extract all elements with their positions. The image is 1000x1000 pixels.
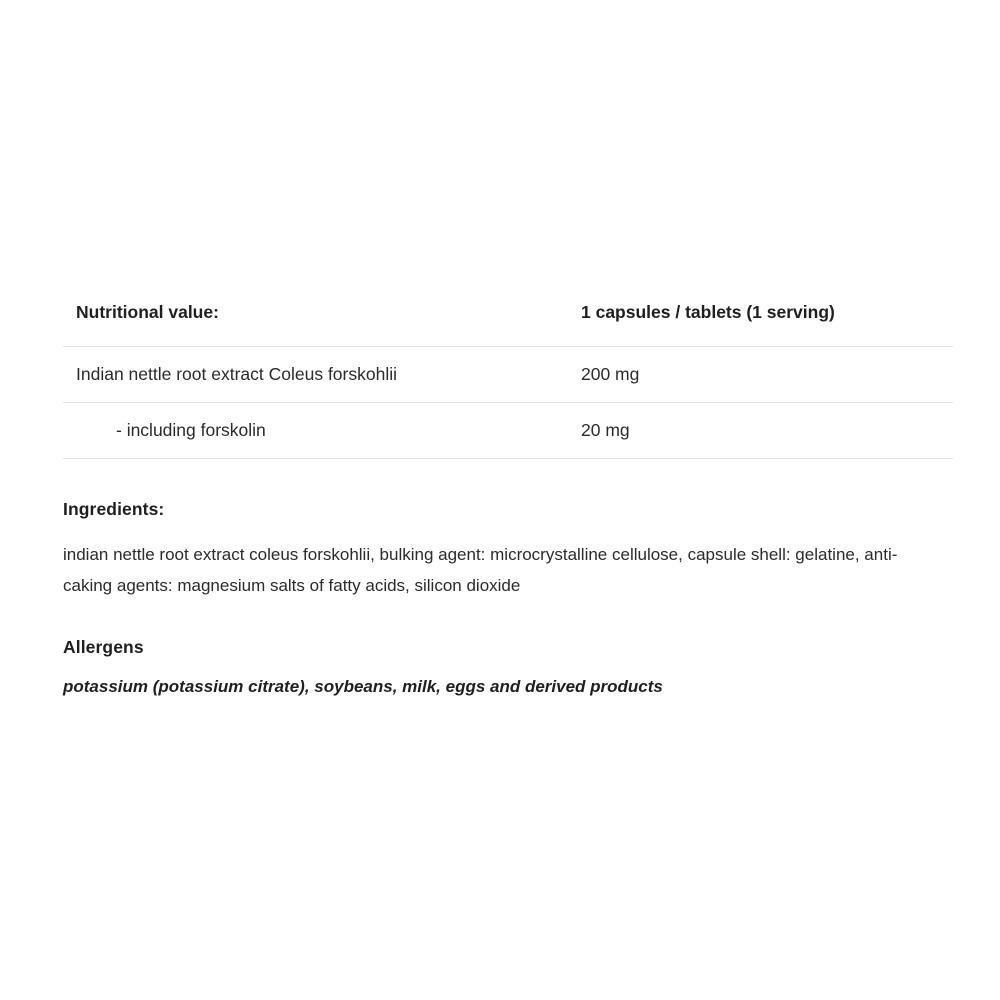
table-header-serving: 1 capsules / tablets (1 serving) xyxy=(566,286,953,347)
ingredients-title: Ingredients: xyxy=(63,499,165,519)
table-body xyxy=(63,347,953,459)
content-container xyxy=(63,286,953,701)
ingredients-text: indian nettle root extract coleus forskohlii, bulking agent: microcrystalline cellulose, capsule shell: gelatine, anti-caking agents: magnesium salts of fatty acids, silicon dioxide xyxy=(63,545,898,595)
ingredients-section xyxy=(63,499,953,601)
allergens-section xyxy=(63,637,953,701)
nutrient-amount: 20 mg xyxy=(566,403,953,459)
allergens-text: potassium (potassium citrate), soybeans, milk, eggs and derived products xyxy=(63,677,663,696)
table-header xyxy=(63,286,953,347)
table-header-row xyxy=(63,286,953,347)
allergens-title: Allergens xyxy=(63,637,144,657)
nutrient-name: Indian nettle root extract Coleus forskohlii xyxy=(63,347,566,403)
table-row xyxy=(63,347,953,403)
nutritional-value-table xyxy=(63,286,953,459)
nutrient-amount: 200 mg xyxy=(566,347,953,403)
nutrient-name: - including forskolin xyxy=(63,403,566,459)
table-row xyxy=(63,403,953,459)
table-header-nutritional-value: Nutritional value: xyxy=(63,286,566,347)
